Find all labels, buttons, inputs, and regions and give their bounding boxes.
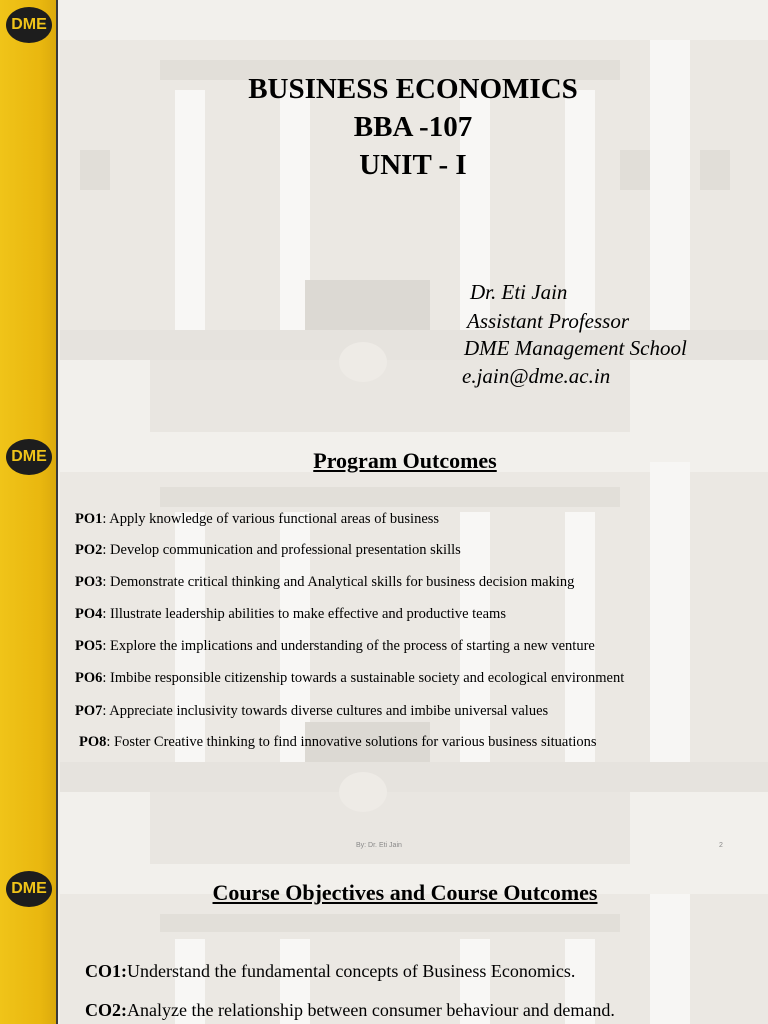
program-outcomes-heading: Program Outcomes xyxy=(313,448,497,473)
slide-title xyxy=(0,0,768,432)
program-outcome-item: PO7: Appreciate inclusivity towards diverse cultures and imbibe universal values xyxy=(75,703,549,719)
slide-program-outcomes xyxy=(0,432,768,864)
course-outcome-item: CO1:Understand the fundamental concepts of Business Economics. xyxy=(85,961,576,981)
author-school: DME Management School xyxy=(464,336,687,360)
yellow-sidebar xyxy=(0,864,58,1024)
author-role: Assistant Professor xyxy=(467,309,629,333)
slide-footer-author: By: Dr. Eti Jain xyxy=(356,842,402,849)
program-outcome-item: PO8: Foster Creative thinking to find innovative solutions for various business situations xyxy=(79,734,597,750)
dme-logo: DME xyxy=(6,439,52,475)
program-outcome-item: PO6: Imbibe responsible citizenship towards a sustainable society and ecological environment xyxy=(75,670,625,686)
dme-logo: DME xyxy=(6,871,52,907)
building-background xyxy=(0,0,768,432)
title-line-unit: UNIT - I xyxy=(359,149,467,181)
author-email[interactable]: e.jain@dme.ac.in xyxy=(462,364,611,388)
yellow-sidebar xyxy=(0,0,58,432)
program-outcome-item: PO3: Demonstrate critical thinking and Analytical skills for business decision making xyxy=(75,574,575,590)
author-name: Dr. Eti Jain xyxy=(470,280,568,304)
program-outcome-item: PO5: Explore the implications and understanding of the process of starting a new venture xyxy=(75,638,595,654)
course-outcomes-heading: Course Objectives and Course Outcomes xyxy=(212,880,598,905)
program-outcome-item: PO2: Develop communication and professional presentation skills xyxy=(75,542,461,558)
course-outcome-item: CO2:Analyze the relationship between consumer behaviour and demand. xyxy=(85,1000,615,1020)
dme-logo: DME xyxy=(6,7,52,43)
title-line-code: BBA -107 xyxy=(353,111,473,143)
slide-course-outcomes xyxy=(0,864,768,1024)
slide-page-number: 2 xyxy=(719,842,723,849)
course-title xyxy=(58,70,768,184)
program-outcome-item: PO4: Illustrate leadership abilities to make effective and productive teams xyxy=(75,606,506,622)
title-line-course: BUSINESS ECONOMICS xyxy=(248,73,578,105)
program-outcome-item: PO1: Apply knowledge of various functional areas of business xyxy=(75,511,440,527)
yellow-sidebar xyxy=(0,432,58,864)
